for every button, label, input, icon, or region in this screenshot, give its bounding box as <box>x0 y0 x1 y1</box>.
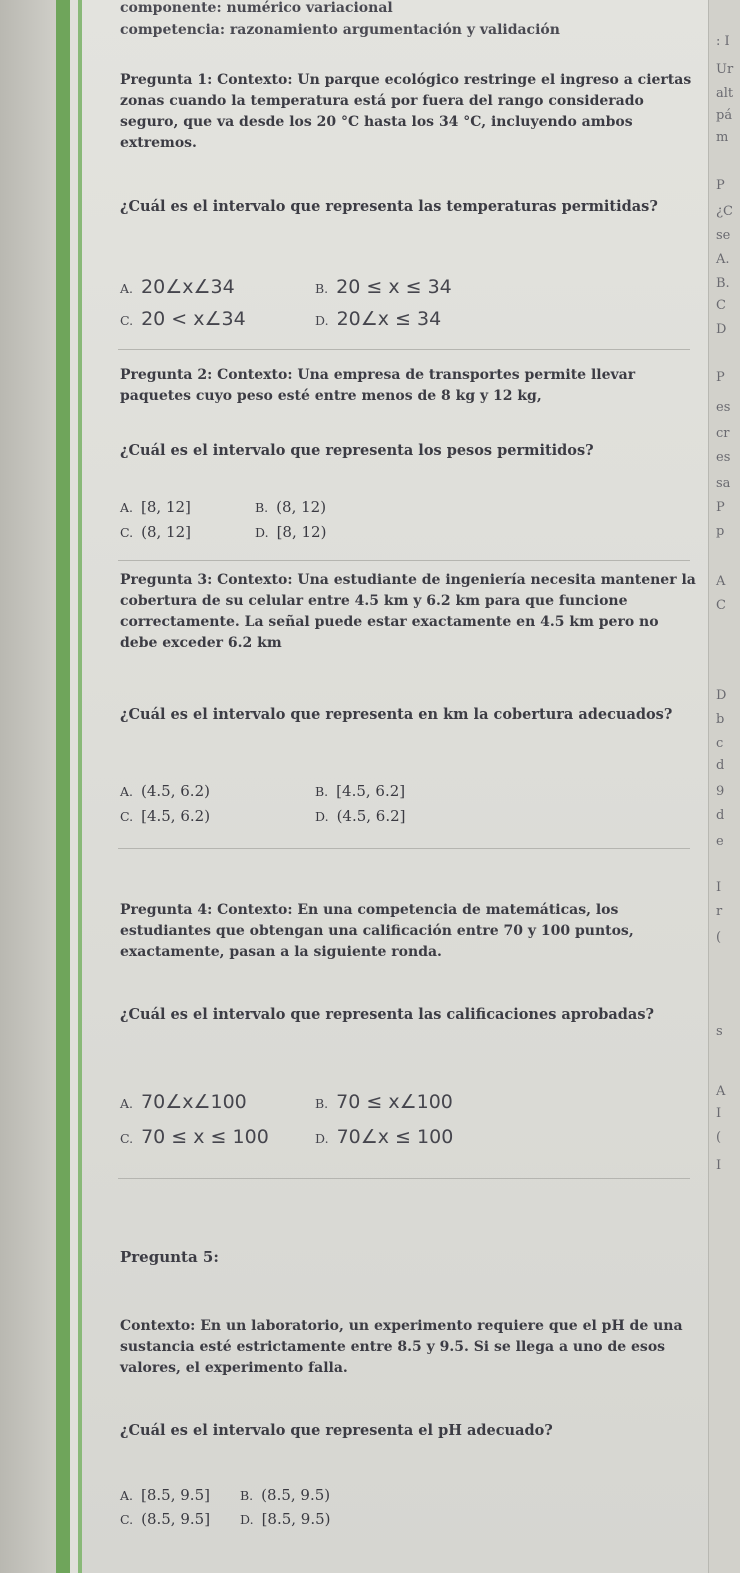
option-5d[interactable]: D. [8.5, 9.5) <box>240 1510 331 1528</box>
question-5-title: Pregunta 5: <box>120 1248 219 1266</box>
background-edge <box>0 0 56 1573</box>
option-2a[interactable]: A. [8, 12] <box>120 498 191 516</box>
option-2d[interactable]: D. [8, 12) <box>255 523 327 541</box>
option-5a[interactable]: A. [8.5, 9.5] <box>120 1486 210 1504</box>
option-4a[interactable]: A. 70∠x∠100 <box>120 1091 247 1113</box>
question-4-ask: ¿Cuál es el intervalo que representa las calificaciones aprobadas? <box>120 1006 654 1023</box>
question-1 <box>120 70 700 154</box>
option-1d[interactable]: D. 20∠x ≤ 34 <box>315 308 442 330</box>
option-2b[interactable]: B. (8, 12) <box>255 498 327 516</box>
question-1-ask: ¿Cuál es el intervalo que representa las temperaturas permitidas? <box>120 198 658 215</box>
question-4 <box>120 900 700 963</box>
option-3c[interactable]: C. [4.5, 6.2) <box>120 807 211 825</box>
question-2-prompt <box>120 440 700 462</box>
question-5-ask: ¿Cuál es el intervalo que representa el pH adecuado? <box>120 1422 553 1439</box>
question-4-context: Pregunta 4: Contexto: En una competencia de matemáticas, los estudiantes que obtengan una calificación entre 70 y 100 puntos, exactamente, pasan a la siguiente ronda. <box>120 902 634 960</box>
question-5 <box>120 1316 700 1379</box>
option-4c[interactable]: C. 70 ≤ x ≤ 100 <box>120 1126 269 1148</box>
divider <box>118 349 690 350</box>
component-label: componente: numérico variacional <box>120 0 393 16</box>
option-3d[interactable]: D. (4.5, 6.2] <box>315 807 406 825</box>
question-5-title-block <box>120 1248 700 1266</box>
competence-label: competencia: razonamiento argumentación y validación <box>120 22 560 38</box>
question-4-prompt <box>120 1004 700 1026</box>
question-2-context: Pregunta 2: Contexto: Una empresa de transportes permite llevar paquetes cuyo peso esté entre menos de 8 kg y 12 kg, <box>120 367 636 404</box>
divider <box>118 560 690 561</box>
option-5c[interactable]: C. (8.5, 9.5] <box>120 1510 211 1528</box>
question-5-context: Contexto: En un laboratorio, un experimento requiere que el pH de una sustancia esté estrictamente entre 8.5 y 9.5. Si se llega a uno de esos valores, el experimento falla. <box>120 1318 683 1376</box>
notebook-green-border <box>56 0 70 1573</box>
option-1b[interactable]: B. 20 ≤ x ≤ 34 <box>315 276 452 298</box>
option-1a[interactable]: A. 20∠x∠34 <box>120 276 235 298</box>
divider <box>118 1178 690 1179</box>
question-2 <box>120 365 700 407</box>
option-3a[interactable]: A. (4.5, 6.2) <box>120 782 210 800</box>
option-4b[interactable]: B. 70 ≤ x∠100 <box>315 1091 453 1113</box>
question-3-prompt <box>120 704 700 726</box>
divider <box>118 848 690 849</box>
question-2-ask: ¿Cuál es el intervalo que representa los pesos permitidos? <box>120 442 594 459</box>
option-4d[interactable]: D. 70∠x ≤ 100 <box>315 1126 454 1148</box>
question-3 <box>120 570 700 654</box>
question-3-context: Pregunta 3: Contexto: Una estudiante de ingeniería necesita mantener la cobertura de su celular entre 4.5 km y 6.2 km para que funcione correctamente. La señal puede estar exactamente en 4.5 km pero no debe exceder 6.2 km <box>120 572 696 651</box>
question-3-ask: ¿Cuál es el intervalo que representa en km la cobertura adecuados? <box>120 706 673 723</box>
option-5b[interactable]: B. (8.5, 9.5) <box>240 1486 331 1504</box>
option-3b[interactable]: B. [4.5, 6.2] <box>315 782 406 800</box>
question-1-prompt <box>120 196 700 218</box>
question-1-context: Pregunta 1: Contexto: Un parque ecológico restringe el ingreso a ciertas zonas cuando la temperatura está por fuera del rango considerado seguro, que va desde los 20 °C hasta los 34 °C, incluyendo ambos extremos. <box>120 72 692 151</box>
border-gap <box>70 0 78 1573</box>
option-2c[interactable]: C. (8, 12] <box>120 523 191 541</box>
question-5-prompt <box>120 1420 700 1442</box>
option-1c[interactable]: C. 20 < x∠34 <box>120 308 246 330</box>
